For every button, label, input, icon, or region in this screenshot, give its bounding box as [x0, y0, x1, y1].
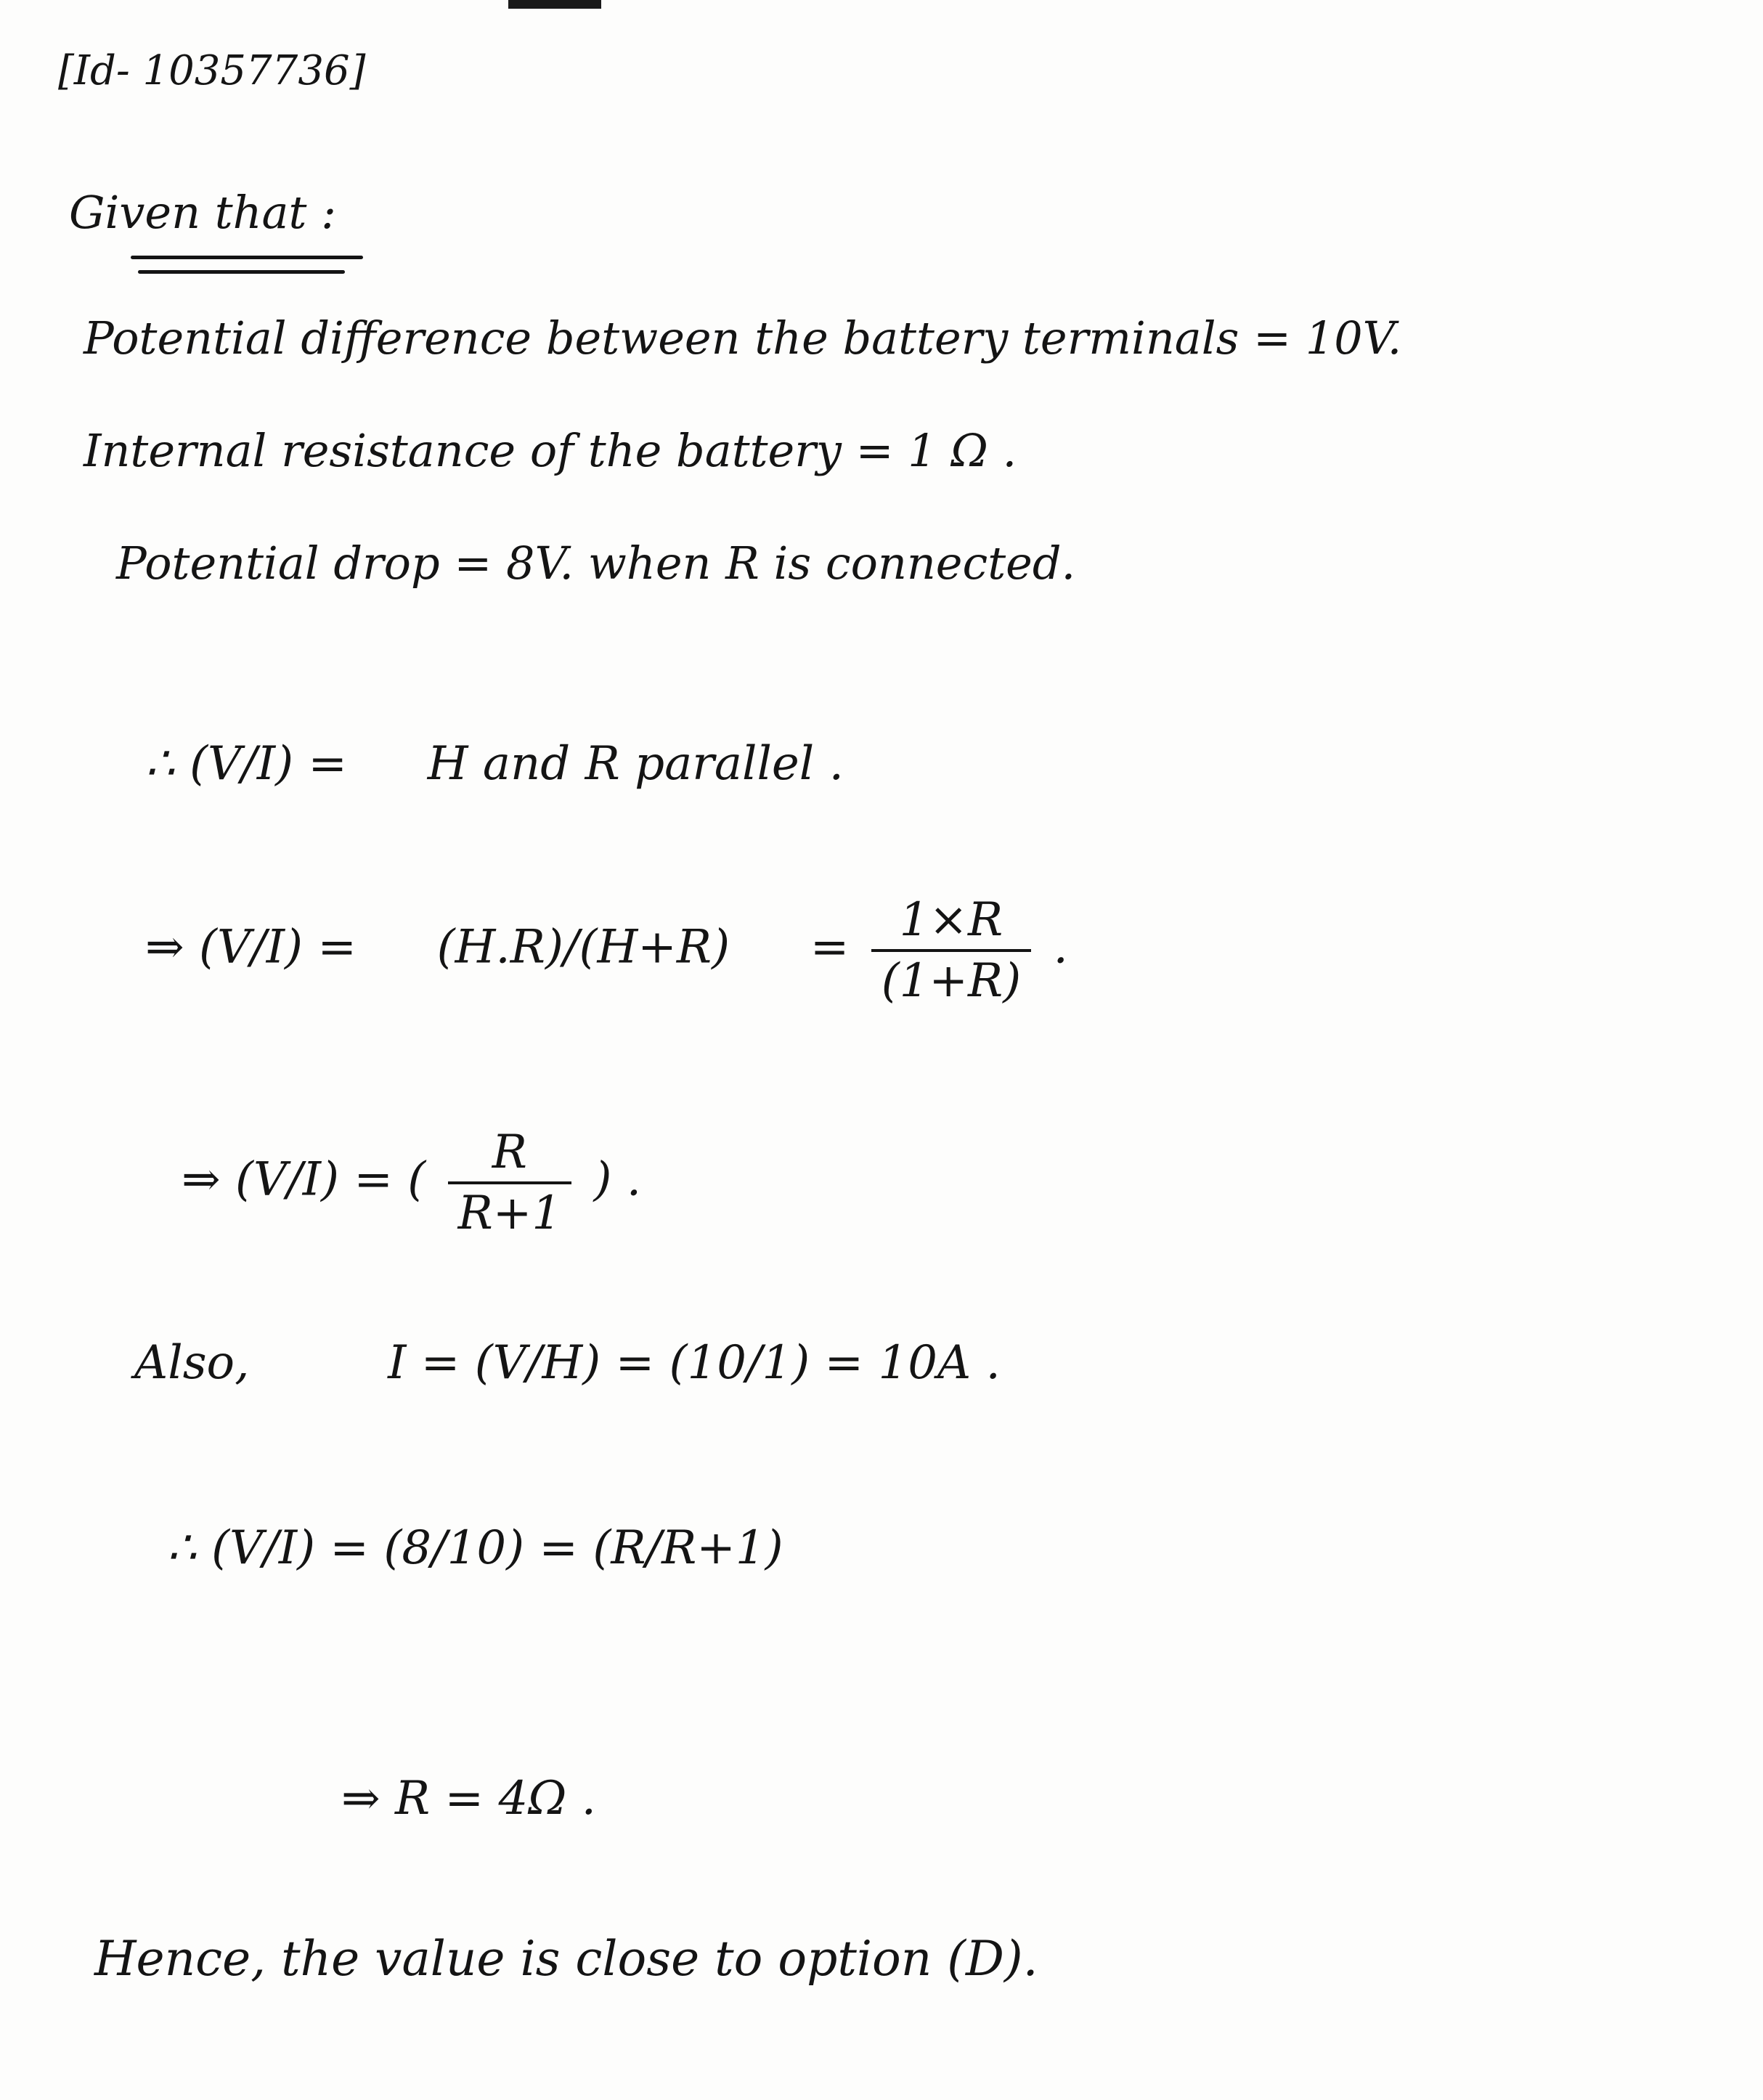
step-current-expr: I = (V/H) = (10/1) = 10A .: [388, 1336, 1001, 1390]
given-potential-difference: Potential difference between the battery terminals = 10V.: [84, 312, 1402, 365]
fraction-denominator: R+1: [457, 1187, 562, 1240]
conclusion-text: Hence, the value is close to option (D).: [94, 1931, 1038, 1987]
step-eq-end: .: [1053, 920, 1068, 974]
step-simplified: [182, 1126, 642, 1240]
step-parallel-text: H and R parallel .: [427, 737, 844, 791]
fraction-numerator: R: [448, 1129, 572, 1184]
given-internal-resistance: Internal resistance of the battery = 1 Ω .: [84, 424, 1017, 477]
step-eq-fraction: [871, 893, 1031, 1008]
step-eq-mid: (H.R)/(H+R): [436, 920, 730, 974]
step-parallel: [145, 737, 844, 791]
step-simplified-lhs: ⇒ (V/I) = (: [182, 1152, 426, 1207]
heading-underline: [131, 256, 363, 259]
step-equivalent-resistance: [145, 893, 1068, 1008]
step-current: [134, 1336, 1001, 1390]
step-eq-sign: =: [810, 920, 850, 974]
step-ratio: ∴ (V/I) = (8/10) = (R/R+1): [167, 1521, 783, 1575]
top-edge-mark: [508, 0, 601, 9]
question-id-tag: [Id- 10357736]: [58, 47, 366, 94]
given-heading: Given that :: [69, 186, 337, 239]
step-simplified-fraction: [448, 1126, 572, 1240]
given-potential-drop: Potential drop = 8V. when R is connected.: [116, 537, 1076, 590]
step-parallel-lhs: ∴ (V/I) =: [145, 737, 348, 791]
step-simplified-end: ) .: [593, 1152, 642, 1207]
fraction-denominator: (1+R): [881, 954, 1022, 1008]
fraction-numerator: 1×R: [871, 897, 1031, 952]
step-eq-lhs: ⇒ (V/I) =: [145, 920, 357, 974]
heading-underline-second: [138, 270, 345, 274]
step-result: ⇒ R = 4Ω .: [341, 1772, 596, 1826]
step-current-label: Also,: [134, 1336, 250, 1390]
